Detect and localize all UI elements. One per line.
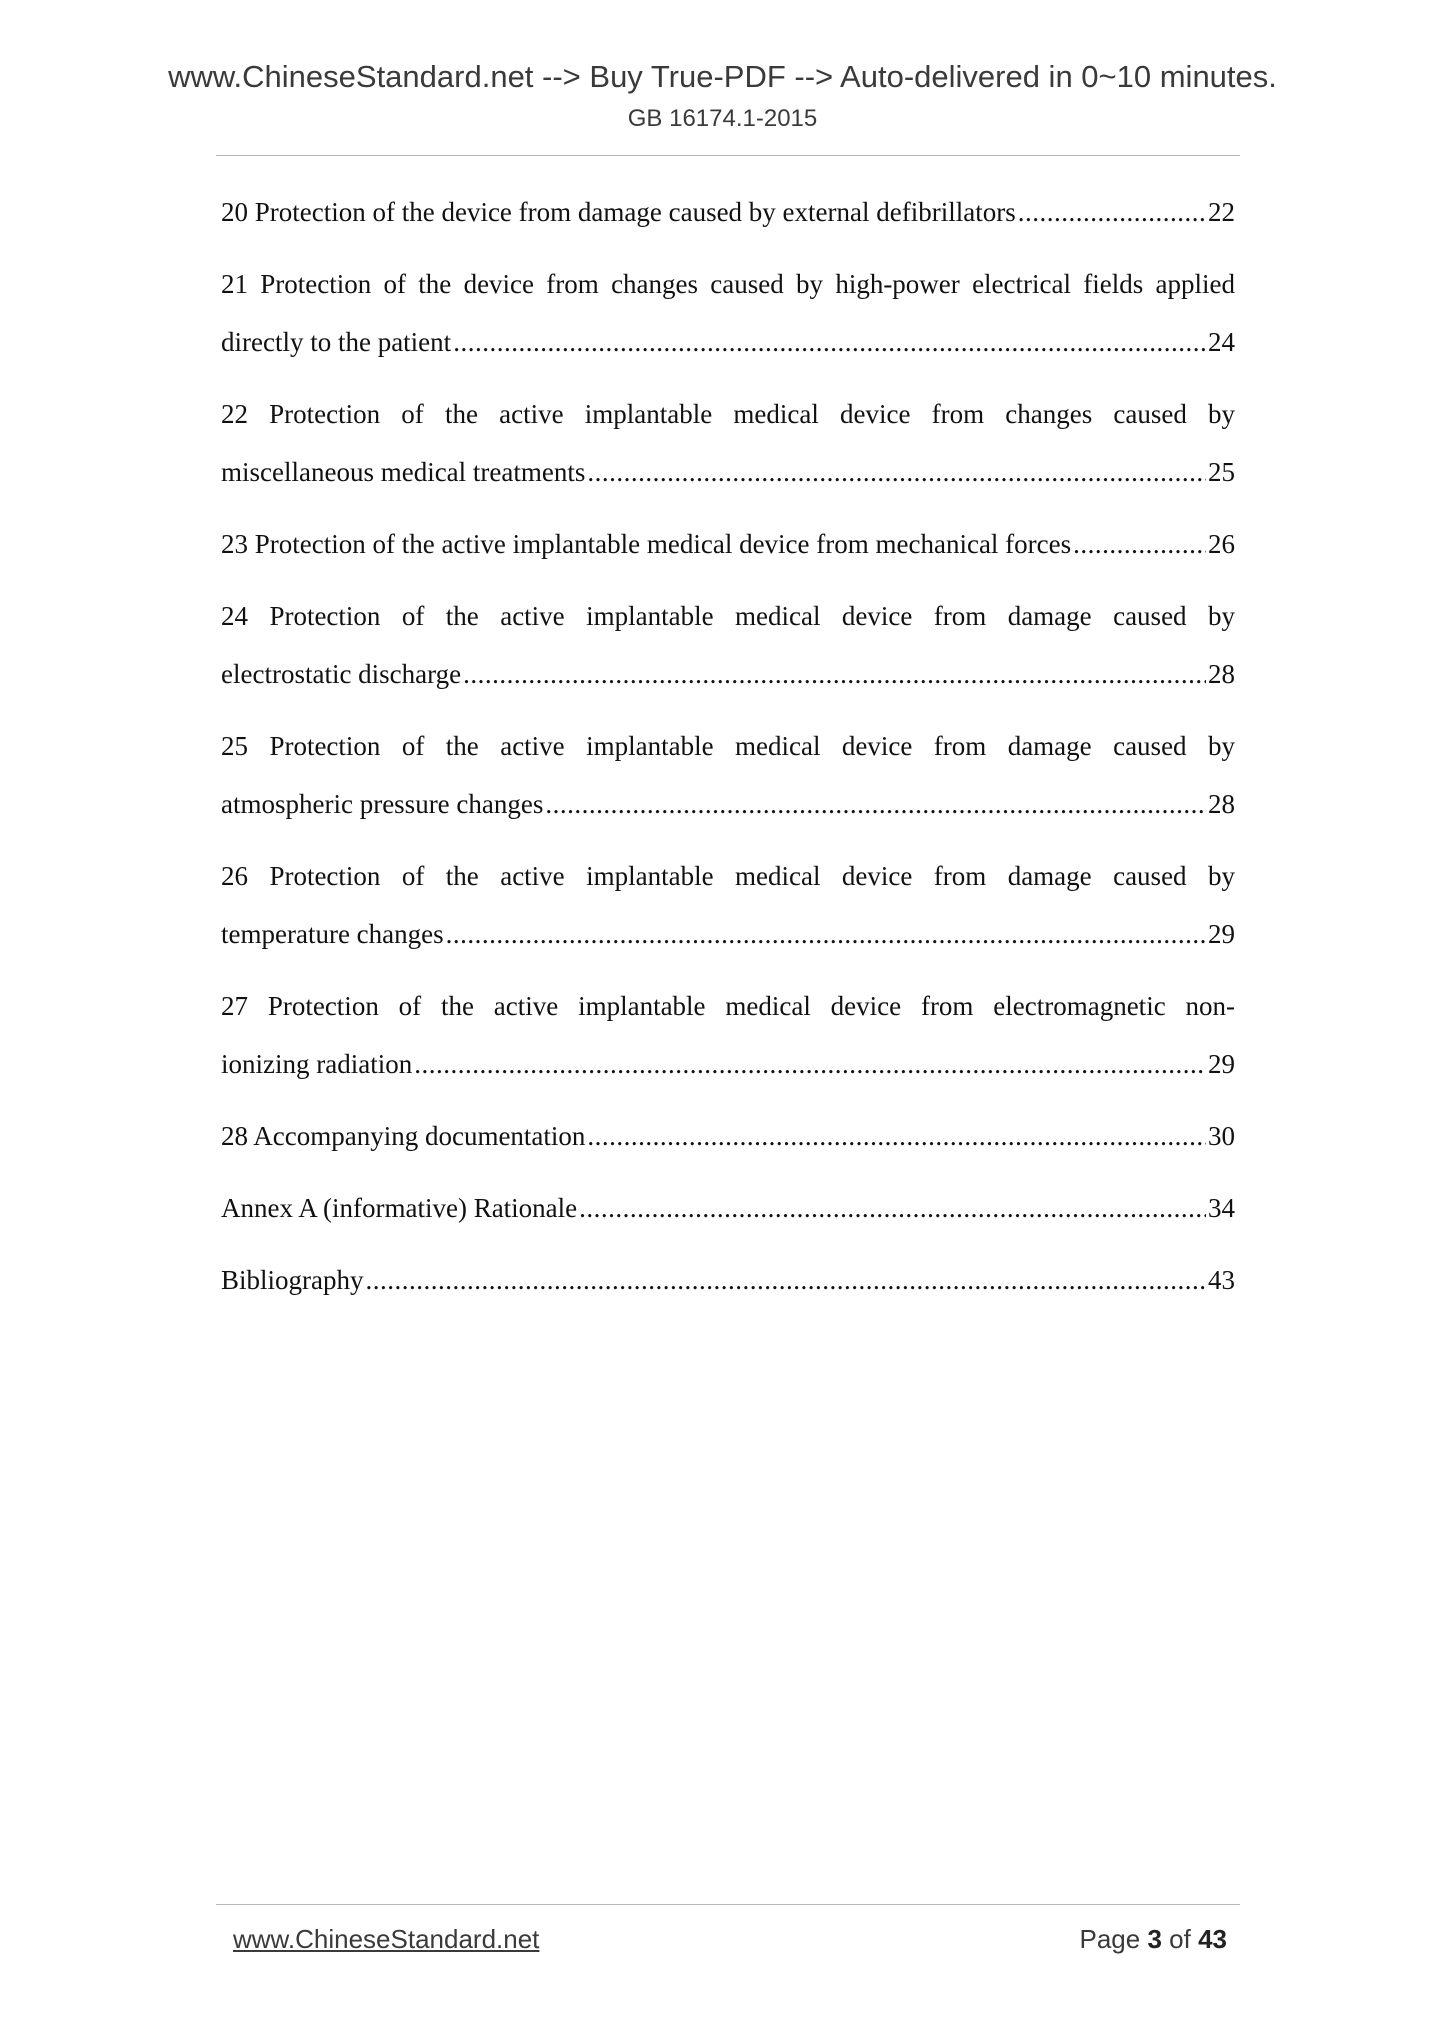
toc-page-number: 26: [1208, 529, 1235, 559]
toc-entry-title: miscellaneous medical treatments: [221, 457, 586, 487]
toc-entry[interactable]: [221, 385, 1235, 501]
toc-entry[interactable]: [221, 977, 1235, 1093]
header-divider: [216, 155, 1240, 156]
toc-dot-leader: [1073, 515, 1206, 573]
toc-page-number: 22: [1208, 197, 1235, 227]
document-number: GB 16174.1-2015: [627, 105, 818, 132]
toc-entry[interactable]: [221, 717, 1235, 833]
toc-entry-title: directly to the patient: [221, 327, 452, 357]
toc-page-number: 25: [1208, 457, 1235, 487]
toc-page-number: 29: [1208, 919, 1235, 949]
toc-entry-title: atmospheric pressure changes: [221, 789, 544, 819]
toc-entry-title-line: 22 Protection of the active implantable medical device from changes caused by: [221, 399, 1235, 429]
toc-entry-last-line: [221, 1107, 1235, 1165]
footer-website-link[interactable]: www.ChineseStandard.net: [233, 1924, 540, 1954]
toc-entry-last-line: [221, 645, 1235, 703]
toc-entry-title-line: 25 Protection of the active implantable medical device from damage caused by: [221, 731, 1235, 761]
toc-entry-title-line: 27 Protection of the active implantable medical device from electromagnetic non-: [221, 991, 1235, 1021]
toc-entry-title: temperature changes: [221, 919, 444, 949]
toc-dot-leader: [587, 443, 1206, 501]
page-total: 43: [1198, 1924, 1227, 1954]
toc-entry-title: electrostatic discharge: [221, 659, 462, 689]
toc-entry[interactable]: [221, 1107, 1235, 1165]
toc-entry-last-line: [221, 905, 1235, 963]
toc-entry-title-line: 24 Protection of the active implantable medical device from damage caused by: [221, 601, 1235, 631]
toc-entry[interactable]: [221, 183, 1235, 241]
toc-entry-last-line: [221, 443, 1235, 501]
toc-page-number: 24: [1208, 327, 1235, 357]
toc-entry-title: 23 Protection of the active implantable medical device from mechanical forces: [221, 529, 1072, 559]
toc-dot-leader: [366, 1251, 1207, 1309]
toc-entry[interactable]: [221, 255, 1235, 371]
toc-page-number: 34: [1208, 1193, 1235, 1223]
toc-dot-leader: [446, 905, 1206, 963]
page-prefix: Page: [1079, 1924, 1141, 1954]
toc-entry[interactable]: [221, 847, 1235, 963]
toc-entry-last-line: [221, 775, 1235, 833]
toc-entry-title-line: 26 Protection of the active implantable medical device from damage caused by: [221, 861, 1235, 891]
toc-entry[interactable]: [221, 515, 1235, 573]
toc-page-number: 29: [1208, 1049, 1235, 1079]
toc-entry-last-line: [221, 1035, 1235, 1093]
toc-page-number: 28: [1208, 659, 1235, 689]
page-of: of: [1169, 1924, 1191, 1954]
toc-entry[interactable]: [221, 587, 1235, 703]
toc-entry-title: Bibliography: [221, 1265, 364, 1295]
toc-entry[interactable]: [221, 1251, 1235, 1309]
toc-entry-last-line: [221, 515, 1235, 573]
toc-page-number: 28: [1208, 789, 1235, 819]
toc-entry-last-line: [221, 183, 1235, 241]
table-of-contents: [221, 183, 1235, 1323]
page-current: 3: [1147, 1924, 1162, 1954]
toc-dot-leader: [1018, 183, 1206, 241]
toc-dot-leader: [587, 1107, 1206, 1165]
toc-dot-leader: [579, 1179, 1206, 1237]
toc-dot-leader: [463, 645, 1206, 703]
toc-entry-last-line: [221, 313, 1235, 371]
toc-entry-title-line: 21 Protection of the device from changes caused by high-power electrical fields applied: [221, 269, 1235, 299]
toc-page-number: 30: [1208, 1121, 1235, 1151]
toc-dot-leader: [453, 313, 1206, 371]
toc-dot-leader: [414, 1035, 1206, 1093]
toc-entry-title: 28 Accompanying documentation: [221, 1121, 586, 1151]
toc-entry-last-line: [221, 1251, 1235, 1309]
footer-divider: [216, 1904, 1240, 1905]
toc-entry-title: Annex A (informative) Rationale: [221, 1193, 578, 1223]
toc-dot-leader: [545, 775, 1206, 833]
toc-page-number: 43: [1208, 1265, 1235, 1295]
toc-entry-title: ionizing radiation: [221, 1049, 413, 1079]
toc-entry[interactable]: [221, 1179, 1235, 1237]
toc-entry-title: 20 Protection of the device from damage caused by external defibrillators: [221, 197, 1016, 227]
toc-entry-last-line: [221, 1179, 1235, 1237]
footer-page-indicator: [1079, 1922, 1227, 1956]
header-banner: www.ChineseStandard.net --> Buy True-PDF --> Auto-delivered in 0~10 minutes.: [168, 59, 1277, 94]
